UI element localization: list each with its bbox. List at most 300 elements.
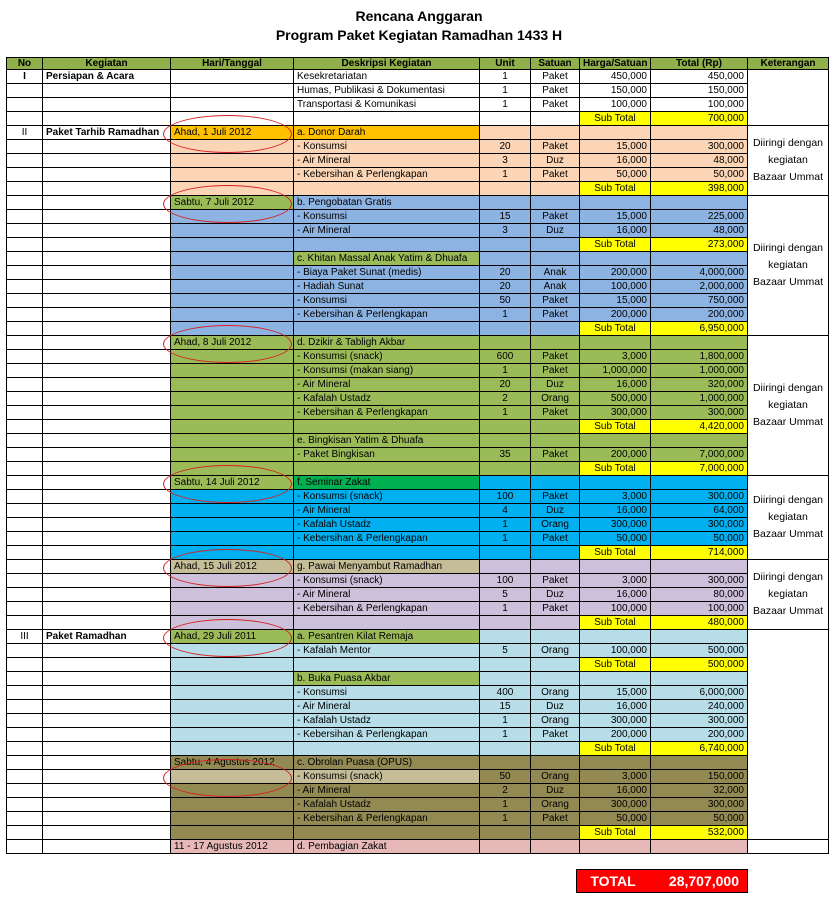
header-harga: Harga/Satuan <box>580 58 651 70</box>
cell-keg <box>43 336 171 350</box>
cell-tgl <box>171 224 294 238</box>
cell-sat: Paket <box>531 406 580 420</box>
cell-desk: - Kafalah Mentor <box>294 644 480 658</box>
cell-total: 48,000 <box>651 154 748 168</box>
cell-no <box>7 840 43 854</box>
cell-desk <box>294 238 480 252</box>
cell-no <box>7 364 43 378</box>
cell-no <box>7 182 43 196</box>
cell-keg <box>43 588 171 602</box>
cell-harga <box>580 560 651 574</box>
cell-unit: 1 <box>480 70 531 84</box>
cell-desk: - Kebersihan & Perlengkapan <box>294 168 480 182</box>
cell-no <box>7 392 43 406</box>
cell-unit: 3 <box>480 154 531 168</box>
cell-desk <box>294 420 480 434</box>
cell-harga: 50,000 <box>580 812 651 826</box>
table-row <box>7 742 829 756</box>
cell-unit: 20 <box>480 140 531 154</box>
cell-total <box>651 560 748 574</box>
cell-total <box>651 672 748 686</box>
cell-total <box>651 126 748 140</box>
cell-tgl <box>171 574 294 588</box>
cell-desk <box>294 182 480 196</box>
cell-desk: - Konsumsi (makan siang) <box>294 364 480 378</box>
cell-tgl <box>171 420 294 434</box>
cell-unit: 1 <box>480 602 531 616</box>
cell-harga: 3,000 <box>580 770 651 784</box>
cell-no <box>7 518 43 532</box>
header-satuan: Satuan <box>531 58 580 70</box>
cell-no <box>7 602 43 616</box>
cell-desk: b. Pengobatan Gratis <box>294 196 480 210</box>
cell-desk <box>294 616 480 630</box>
cell-no <box>7 196 43 210</box>
cell-total: 500,000 <box>651 644 748 658</box>
cell-unit <box>480 630 531 644</box>
cell-sat: Paket <box>531 210 580 224</box>
cell-no <box>7 714 43 728</box>
cell-harga <box>580 840 651 854</box>
cell-no <box>7 756 43 770</box>
cell-harga <box>580 756 651 770</box>
cell-unit <box>480 420 531 434</box>
cell-unit <box>480 252 531 266</box>
cell-total: 300,000 <box>651 798 748 812</box>
cell-no <box>7 448 43 462</box>
cell-keg: Persiapan & Acara <box>43 70 171 84</box>
cell-no <box>7 308 43 322</box>
cell-unit: 15 <box>480 210 531 224</box>
cell-keg <box>43 294 171 308</box>
table-row <box>7 168 829 182</box>
cell-desk: - Kafalah Ustadz <box>294 518 480 532</box>
cell-sat: Paket <box>531 448 580 462</box>
cell-tgl <box>171 210 294 224</box>
cell-desk: e. Bingkisan Yatim & Dhuafa <box>294 434 480 448</box>
table-row <box>7 406 829 420</box>
cell-no <box>7 350 43 364</box>
cell-harga: 100,000 <box>580 280 651 294</box>
table-header-row <box>7 58 829 70</box>
cell-no <box>7 168 43 182</box>
cell-desk: - Kebersihan & Perlengkapan <box>294 602 480 616</box>
cell-desk: - Air Mineral <box>294 504 480 518</box>
table-row <box>7 336 829 350</box>
cell-no <box>7 770 43 784</box>
cell-total: 150,000 <box>651 84 748 98</box>
cell-total: 100,000 <box>651 602 748 616</box>
table-row <box>7 784 829 798</box>
cell-unit <box>480 126 531 140</box>
cell-unit <box>480 616 531 630</box>
cell-tgl <box>171 252 294 266</box>
cell-sat <box>531 434 580 448</box>
cell-sat <box>531 462 580 476</box>
cell-tgl <box>171 280 294 294</box>
cell-keg <box>43 602 171 616</box>
cell-desk: - Kafalah Ustadz <box>294 714 480 728</box>
cell-total: 398,000 <box>651 182 748 196</box>
cell-no <box>7 742 43 756</box>
cell-keg <box>43 196 171 210</box>
cell-harga: Sub Total <box>580 112 651 126</box>
cell-desk: c. Obrolan Puasa (OPUS) <box>294 756 480 770</box>
cell-sat <box>531 840 580 854</box>
cell-total: 4,000,000 <box>651 266 748 280</box>
table-row <box>7 476 829 490</box>
cell-total: 300,000 <box>651 714 748 728</box>
cell-no <box>7 252 43 266</box>
cell-no <box>7 210 43 224</box>
cell-keg <box>43 168 171 182</box>
cell-no <box>7 700 43 714</box>
cell-desk: Kesekretariatan <box>294 70 480 84</box>
cell-no <box>7 812 43 826</box>
cell-sat: Orang <box>531 392 580 406</box>
cell-tgl: Sabtu, 14 Juli 2012 <box>171 476 294 490</box>
cell-keterangan: Diiringi dengan kegiatan Bazaar Ummat <box>748 560 829 630</box>
grand-total-value: 28,707,000 <box>668 873 739 889</box>
budget-table <box>6 57 829 854</box>
cell-unit: 100 <box>480 490 531 504</box>
header-tanggal: Hari/Tanggal <box>171 58 294 70</box>
cell-no <box>7 336 43 350</box>
cell-no <box>7 98 43 112</box>
header-total: Total (Rp) <box>651 58 748 70</box>
cell-tgl <box>171 182 294 196</box>
table-row <box>7 70 829 84</box>
cell-keg <box>43 728 171 742</box>
cell-keterangan <box>748 70 829 126</box>
cell-harga: 15,000 <box>580 210 651 224</box>
cell-sat: Duz <box>531 700 580 714</box>
table-row <box>7 658 829 672</box>
cell-unit <box>480 658 531 672</box>
cell-sat: Orang <box>531 798 580 812</box>
cell-total: 2,000,000 <box>651 280 748 294</box>
table-row <box>7 714 829 728</box>
cell-harga: Sub Total <box>580 238 651 252</box>
cell-desk <box>294 462 480 476</box>
header-no: No <box>7 58 43 70</box>
cell-no <box>7 560 43 574</box>
cell-total: 50,000 <box>651 812 748 826</box>
cell-no <box>7 532 43 546</box>
table-row <box>7 280 829 294</box>
cell-keg <box>43 770 171 784</box>
cell-harga: 16,000 <box>580 588 651 602</box>
cell-no <box>7 378 43 392</box>
cell-desk: d. Dzikir & Tabligh Akbar <box>294 336 480 350</box>
cell-harga: Sub Total <box>580 616 651 630</box>
cell-tgl <box>171 462 294 476</box>
cell-sat: Paket <box>531 140 580 154</box>
cell-unit <box>480 434 531 448</box>
cell-keg <box>43 434 171 448</box>
cell-harga: Sub Total <box>580 742 651 756</box>
cell-total <box>651 434 748 448</box>
cell-unit <box>480 672 531 686</box>
cell-no <box>7 238 43 252</box>
cell-tgl <box>171 658 294 672</box>
cell-unit: 50 <box>480 294 531 308</box>
cell-harga: 450,000 <box>580 70 651 84</box>
cell-harga: 500,000 <box>580 392 651 406</box>
cell-harga: 100,000 <box>580 602 651 616</box>
cell-keg <box>43 658 171 672</box>
cell-desk: - Konsumsi (snack) <box>294 770 480 784</box>
cell-sat <box>531 826 580 840</box>
cell-desk: - Konsumsi (snack) <box>294 490 480 504</box>
cell-no <box>7 686 43 700</box>
cell-sat: Paket <box>531 308 580 322</box>
cell-sat <box>531 672 580 686</box>
cell-unit: 100 <box>480 574 531 588</box>
cell-unit <box>480 462 531 476</box>
cell-tgl <box>171 532 294 546</box>
cell-harga: 3,000 <box>580 574 651 588</box>
cell-keg <box>43 756 171 770</box>
cell-unit <box>480 560 531 574</box>
cell-total: 7,000,000 <box>651 448 748 462</box>
cell-no <box>7 462 43 476</box>
cell-desk: - Kafalah Ustadz <box>294 798 480 812</box>
cell-total: 100,000 <box>651 98 748 112</box>
cell-tgl <box>171 140 294 154</box>
cell-unit: 1 <box>480 84 531 98</box>
cell-harga: 300,000 <box>580 406 651 420</box>
cell-harga <box>580 476 651 490</box>
table-row <box>7 364 829 378</box>
cell-unit <box>480 336 531 350</box>
cell-unit: 2 <box>480 392 531 406</box>
cell-tgl <box>171 70 294 84</box>
cell-desk <box>294 658 480 672</box>
cell-keg <box>43 84 171 98</box>
cell-tgl <box>171 168 294 182</box>
cell-no <box>7 826 43 840</box>
cell-total <box>651 252 748 266</box>
cell-keg <box>43 546 171 560</box>
cell-keg <box>43 210 171 224</box>
cell-sat: Orang <box>531 714 580 728</box>
cell-sat <box>531 322 580 336</box>
cell-harga: 100,000 <box>580 644 651 658</box>
cell-keg <box>43 406 171 420</box>
cell-tgl <box>171 364 294 378</box>
table-row <box>7 182 829 196</box>
cell-no <box>7 420 43 434</box>
cell-unit <box>480 196 531 210</box>
cell-keg <box>43 798 171 812</box>
cell-sat: Paket <box>531 84 580 98</box>
cell-desk: - Konsumsi <box>294 210 480 224</box>
cell-unit: 20 <box>480 266 531 280</box>
cell-keg <box>43 182 171 196</box>
cell-keterangan: Diiringi dengan kegiatan Bazaar Ummat <box>748 476 829 560</box>
cell-harga: Sub Total <box>580 546 651 560</box>
cell-unit: 35 <box>480 448 531 462</box>
cell-keg <box>43 532 171 546</box>
cell-no <box>7 434 43 448</box>
cell-total: 1,000,000 <box>651 392 748 406</box>
cell-unit <box>480 546 531 560</box>
cell-total <box>651 756 748 770</box>
cell-desk: - Kebersihan & Perlengkapan <box>294 532 480 546</box>
cell-desk: - Air Mineral <box>294 378 480 392</box>
cell-harga: Sub Total <box>580 462 651 476</box>
cell-keg <box>43 784 171 798</box>
cell-unit <box>480 238 531 252</box>
table-row <box>7 686 829 700</box>
cell-desk: - Konsumsi <box>294 140 480 154</box>
table-row <box>7 504 829 518</box>
cell-keg <box>43 98 171 112</box>
cell-no <box>7 322 43 336</box>
cell-desk: - Konsumsi <box>294 294 480 308</box>
cell-sat <box>531 546 580 560</box>
cell-tgl: Ahad, 29 Juli 2011 <box>171 630 294 644</box>
cell-no: II <box>7 126 43 140</box>
cell-total: 300,000 <box>651 406 748 420</box>
cell-desk: - Air Mineral <box>294 224 480 238</box>
cell-desk: - Kebersihan & Perlengkapan <box>294 308 480 322</box>
cell-no <box>7 476 43 490</box>
cell-no: III <box>7 630 43 644</box>
cell-total: 200,000 <box>651 728 748 742</box>
cell-tgl <box>171 266 294 280</box>
cell-total: 714,000 <box>651 546 748 560</box>
cell-keg <box>43 392 171 406</box>
cell-desk: - Konsumsi (snack) <box>294 574 480 588</box>
cell-harga: 300,000 <box>580 798 651 812</box>
cell-desk: - Hadiah Sunat <box>294 280 480 294</box>
cell-tgl <box>171 714 294 728</box>
cell-harga <box>580 672 651 686</box>
cell-harga: 3,000 <box>580 490 651 504</box>
cell-total: 300,000 <box>651 574 748 588</box>
cell-tgl <box>171 728 294 742</box>
cell-unit: 1 <box>480 406 531 420</box>
cell-unit <box>480 476 531 490</box>
cell-keg <box>43 616 171 630</box>
cell-desk: b. Buka Puasa Akbar <box>294 672 480 686</box>
cell-total: 320,000 <box>651 378 748 392</box>
table-row <box>7 630 829 644</box>
cell-keg <box>43 378 171 392</box>
cell-desk: - Kebersihan & Perlengkapan <box>294 728 480 742</box>
cell-no <box>7 294 43 308</box>
table-row <box>7 84 829 98</box>
cell-tgl <box>171 700 294 714</box>
cell-sat <box>531 336 580 350</box>
table-row <box>7 588 829 602</box>
cell-keg <box>43 364 171 378</box>
cell-keg <box>43 238 171 252</box>
cell-sat: Paket <box>531 490 580 504</box>
cell-tgl <box>171 770 294 784</box>
table-row <box>7 420 829 434</box>
cell-keg <box>43 448 171 462</box>
cell-unit: 1 <box>480 728 531 742</box>
cell-tgl: Sabtu, 4 Agustus 2012 <box>171 756 294 770</box>
cell-unit: 15 <box>480 700 531 714</box>
cell-sat: Paket <box>531 532 580 546</box>
cell-unit: 4 <box>480 504 531 518</box>
table-row <box>7 812 829 826</box>
cell-sat: Duz <box>531 154 580 168</box>
cell-harga: 3,000 <box>580 350 651 364</box>
table-row <box>7 490 829 504</box>
cell-sat: Paket <box>531 574 580 588</box>
cell-tgl <box>171 448 294 462</box>
cell-harga: Sub Total <box>580 658 651 672</box>
cell-harga: 16,000 <box>580 504 651 518</box>
cell-keg <box>43 574 171 588</box>
cell-keg <box>43 644 171 658</box>
cell-keg <box>43 700 171 714</box>
cell-tgl <box>171 490 294 504</box>
cell-no <box>7 154 43 168</box>
cell-tgl: Ahad, 15 Juli 2012 <box>171 560 294 574</box>
cell-total <box>651 840 748 854</box>
cell-tgl <box>171 350 294 364</box>
cell-sat: Paket <box>531 602 580 616</box>
cell-total: 7,000,000 <box>651 462 748 476</box>
cell-total <box>651 476 748 490</box>
cell-harga: 16,000 <box>580 378 651 392</box>
table-row <box>7 644 829 658</box>
cell-desk: - Air Mineral <box>294 784 480 798</box>
cell-keg <box>43 266 171 280</box>
cell-tgl <box>171 784 294 798</box>
cell-no <box>7 266 43 280</box>
cell-total: 480,000 <box>651 616 748 630</box>
cell-no <box>7 728 43 742</box>
cell-tgl <box>171 812 294 826</box>
document-title: Rencana Anggaran <box>355 8 483 24</box>
cell-harga: 300,000 <box>580 518 651 532</box>
cell-harga <box>580 336 651 350</box>
cell-tgl: Ahad, 8 Juli 2012 <box>171 336 294 350</box>
cell-tgl <box>171 518 294 532</box>
cell-total: 80,000 <box>651 588 748 602</box>
cell-keterangan <box>748 630 829 840</box>
cell-harga: 100,000 <box>580 98 651 112</box>
table-row <box>7 616 829 630</box>
table-row <box>7 252 829 266</box>
cell-desk: - Biaya Paket Sunat (medis) <box>294 266 480 280</box>
cell-unit <box>480 322 531 336</box>
table-row <box>7 350 829 364</box>
cell-tgl <box>171 406 294 420</box>
table-row <box>7 392 829 406</box>
cell-unit: 1 <box>480 714 531 728</box>
cell-sat: Duz <box>531 224 580 238</box>
cell-desk: a. Pesantren Kilat Remaja <box>294 630 480 644</box>
cell-tgl <box>171 98 294 112</box>
table-row <box>7 532 829 546</box>
cell-keg <box>43 140 171 154</box>
cell-keg <box>43 518 171 532</box>
cell-keg: Paket Ramadhan <box>43 630 171 644</box>
cell-keg <box>43 490 171 504</box>
grand-total-label: TOTAL <box>590 873 636 889</box>
cell-unit: 1 <box>480 98 531 112</box>
cell-desk: - Konsumsi <box>294 686 480 700</box>
cell-total: 6,740,000 <box>651 742 748 756</box>
